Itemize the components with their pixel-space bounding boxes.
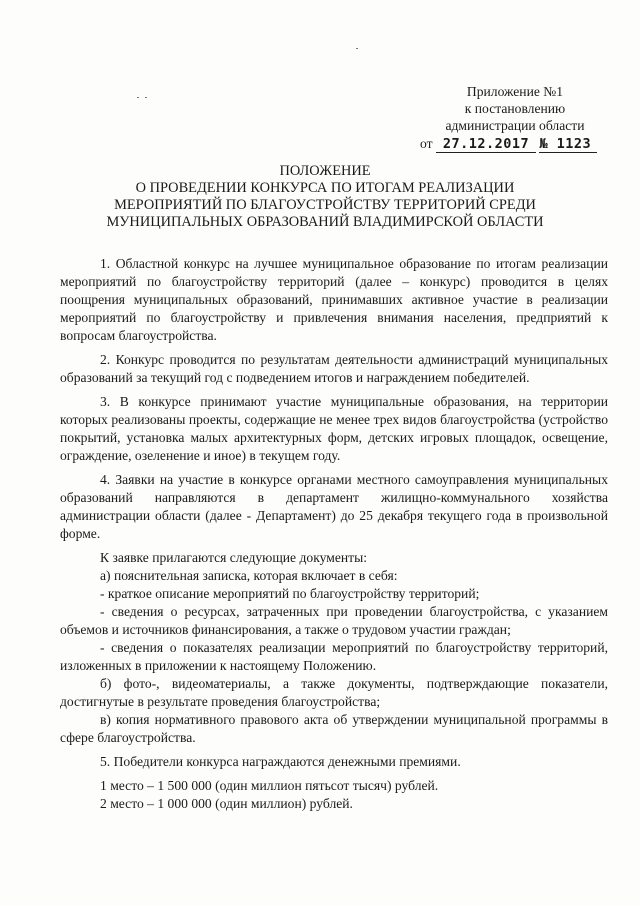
title-line-3: МЕРОПРИЯТИЙ ПО БЛАГОУСТРОЙСТВУ ТЕРРИТОРИЙ СРЕДИ	[114, 197, 536, 213]
item-b: б) фото-, видеоматериалы, а также документы, подтверждающие показатели, достигнутые в результате проведения благоустройства;	[60, 676, 608, 709]
documents-intro: К заявке прилагаются следующие документы:	[100, 550, 367, 565]
handwritten-number	[539, 137, 597, 153]
item-c: в) копия нормативного правового акта об утверждении муниципальной программы в сфере благоустройства.	[60, 712, 608, 745]
annex-block	[420, 83, 610, 153]
annex-title: Приложение №1	[466, 84, 564, 99]
annex-resolution: к постановлению	[464, 101, 566, 116]
number-value: 1123	[556, 136, 592, 152]
title-line-2: О ПРОВЕДЕНИИ КОНКУРСА ПО ИТОГАМ РЕАЛИЗАЦИИ	[135, 180, 515, 196]
annex-date-line	[420, 135, 610, 153]
annex-administration: администрации области	[445, 118, 585, 133]
title-line-4: МУНИЦИПАЛЬНЫХ ОБРАЗОВАНИЙ ВЛАДИМИРСКОЙ ОБЛАСТИ	[106, 214, 544, 230]
handwritten-date: 27.12.2017	[436, 137, 536, 153]
prize-second-place: 2 место – 1 000 000 (один миллион) рублей.	[100, 796, 353, 811]
prize-first-place: 1 место – 1 500 000 (один миллион пятьсот тысяч) рублей.	[100, 778, 439, 793]
item-a-2: - сведения о ресурсах, затраченных при проведении благоустройства, с указанием объемов и источников финансирования, а также о трудовом участии граждан;	[60, 604, 608, 637]
item-a-1: - краткое описание мероприятий по благоустройству территорий;	[100, 586, 480, 601]
paragraph-4: 4. Заявки на участие в конкурсе органами местного самоуправления муниципальных образований направляются в департамент жилищно-коммунального хозяйства администрации области (далее - Департамент) до 25 декабря текущего года в произвольной форме.	[60, 472, 608, 541]
document-body	[60, 255, 608, 813]
document-title	[60, 163, 590, 231]
paragraph-2: 2. Конкурс проводится по результатам деятельности администраций муниципальных образований за текущий год с подведением итогов и награждением победителей.	[60, 352, 608, 385]
number-sign: №	[539, 136, 549, 152]
title-line-1: ПОЛОЖЕНИЕ	[279, 163, 371, 179]
item-a: а) пояснительная записка, которая включает в себя:	[100, 568, 398, 583]
paragraph-5: 5. Победители конкурса награждаются денежными премиями.	[100, 754, 461, 769]
from-label: от	[420, 136, 433, 151]
paragraph-3: 3. В конкурсе принимают участие муниципальные образования, на территории которых реализованы проекты, содержащие не менее трех видов благоустройства (устройство покрытий, установка малых архитектурных форм, детских игровых площадок, освещение, ограждение, озеленение и иное) в текущем году.	[60, 394, 608, 463]
scan-speck	[356, 48, 358, 49]
scan-speck	[137, 97, 139, 98]
paragraph-1: 1. Областной конкурс на лучшее муниципальное образование по итогам реализации мероприятий по благоустройству территорий (далее – конкурс) проводится в целях поощрения муниципальных образований, принимавших активное участие в реализации мероприятий по благоустройству и привлечения внимания населения, предприятий к вопросам благоустройства.	[60, 256, 608, 343]
item-a-3: - сведения о показателях реализации мероприятий по благоустройству территорий, изложенных в приложении к настоящему Положению.	[60, 640, 608, 673]
scan-speck	[145, 97, 147, 98]
